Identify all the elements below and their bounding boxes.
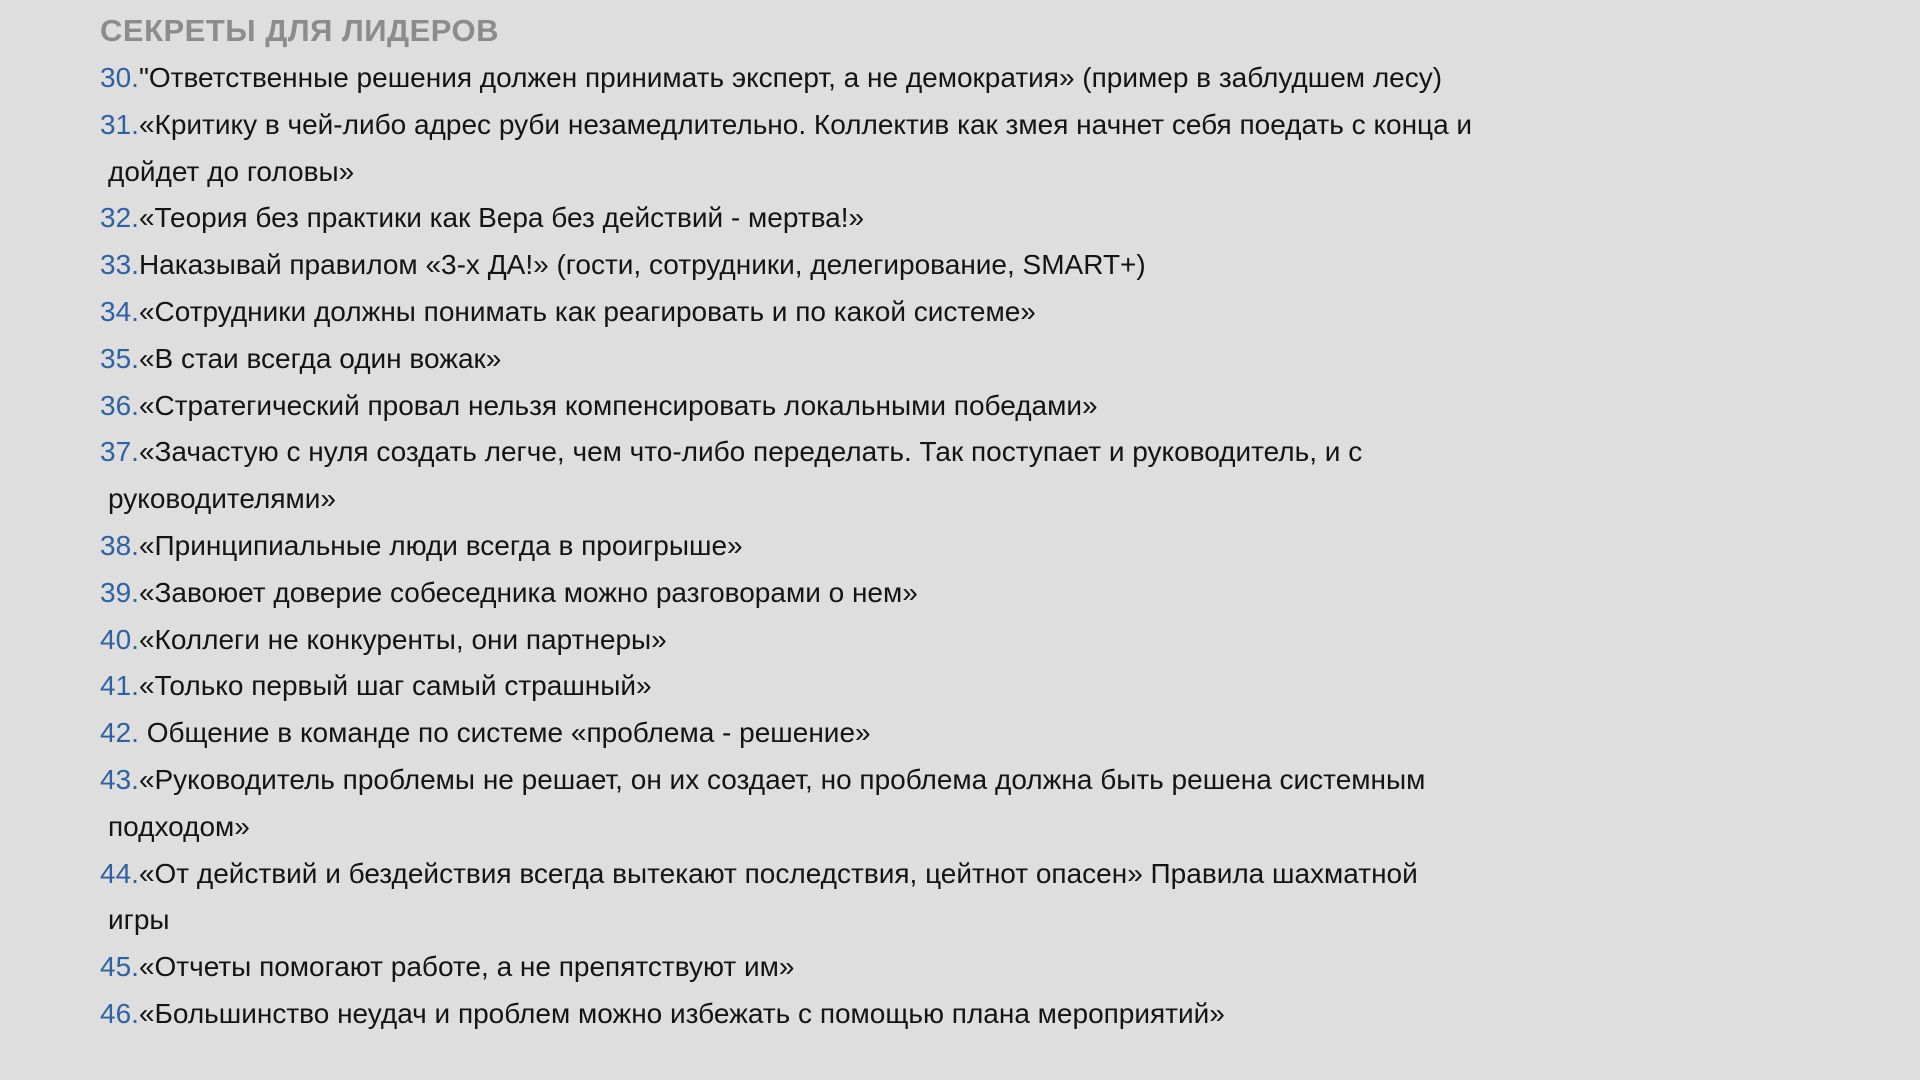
item-line <box>100 289 1600 336</box>
list-item-39 <box>100 570 1600 617</box>
list-item-37 <box>100 429 1600 523</box>
item-text-continuation: руководителями» <box>108 483 337 515</box>
item-number: 35. <box>100 342 139 374</box>
item-text: «Принципиальные люди всегда в проигрыше» <box>138 529 743 561</box>
list-item-40 <box>100 617 1600 664</box>
item-text: «В стаи всегда один вожак» <box>138 342 502 374</box>
item-line <box>100 663 1600 710</box>
list-item-45 <box>100 944 1600 991</box>
item-number: 37. <box>100 436 139 468</box>
item-text: «Критику в чей-либо адрес руби незамедлительно. Коллектив как змея начнет себя поедать с конца и <box>138 108 1473 140</box>
item-number: 40. <box>100 623 139 655</box>
list-item-35 <box>100 336 1600 383</box>
item-text-continuation: подходом» <box>108 810 250 842</box>
item-number: 30. <box>100 62 139 93</box>
item-text-continuation: игры <box>108 904 170 936</box>
item-line <box>100 523 1600 570</box>
item-line <box>100 617 1600 664</box>
item-text: «Отчеты помогают работе, а не препятствуют им» <box>138 951 795 983</box>
item-text: «Завоюет доверие собеседника можно разговорами о нем» <box>138 576 918 608</box>
item-text: «Коллеги не конкуренты, они партнеры» <box>138 623 667 655</box>
item-text-continuation: дойдет до головы» <box>108 155 355 187</box>
item-number: 38. <box>100 529 139 561</box>
item-number: 31. <box>100 108 139 140</box>
item-line <box>100 242 1600 289</box>
item-number: 43. <box>100 763 139 795</box>
item-number: 46. <box>100 997 139 1029</box>
item-number: 42. <box>100 717 139 749</box>
item-line <box>100 102 1600 149</box>
list-item-42 <box>100 710 1600 757</box>
item-text: «От действий и бездействия всегда вытекают последствия, цейтнот опасен» Правила шахматной <box>138 857 1418 889</box>
item-line <box>100 991 1600 1038</box>
item-line <box>100 336 1600 383</box>
list-item-32 <box>100 195 1600 242</box>
list-item-44 <box>100 851 1600 945</box>
item-text: «Теория без практики как Вера без действий - мертва!» <box>138 202 865 234</box>
item-number: 45. <box>100 951 139 983</box>
list-item-38 <box>100 523 1600 570</box>
list-item-46 <box>100 991 1600 1038</box>
item-line <box>100 710 1600 757</box>
item-number: 41. <box>100 670 139 702</box>
item-number: 44. <box>100 857 139 889</box>
item-line <box>100 757 1600 804</box>
item-text: Общение в команде по системе «проблема - решение» <box>138 717 871 749</box>
item-number: 33. <box>100 249 139 281</box>
item-line <box>100 383 1600 430</box>
quote-list <box>100 55 1600 1038</box>
item-number: 34. <box>100 295 139 327</box>
list-item-30 <box>100 55 1600 102</box>
item-text: «Стратегический провал нельзя компенсировать локальными победами» <box>138 389 1098 421</box>
list-item-36 <box>100 383 1600 430</box>
item-text: «Руководитель проблемы не решает, он их создает, но проблема должна быть решена системным <box>138 763 1426 795</box>
item-number: 36. <box>100 389 139 421</box>
item-text: "Ответственные решения должен принимать эксперт, а не демократия» (пример в заблудшем лесу) <box>138 62 1443 93</box>
item-line <box>100 195 1600 242</box>
item-line <box>100 55 1600 102</box>
item-text: «Сотрудники должны понимать как реагировать и по какой системе» <box>138 295 1036 327</box>
list-item-41 <box>100 663 1600 710</box>
item-text: «Только первый шаг самый страшный» <box>138 670 652 702</box>
list-item-33 <box>100 242 1600 289</box>
item-number: 32. <box>100 202 139 234</box>
item-text: Наказывай правилом «3-х ДА!» (гости, сотрудники, делегирование, SMART+) <box>138 249 1146 281</box>
list-item-31 <box>100 102 1600 196</box>
item-line <box>100 570 1600 617</box>
item-number: 39. <box>100 576 139 608</box>
list-item-43 <box>100 757 1600 851</box>
page-title: СЕКРЕТЫ ДЛЯ ЛИДЕРОВ <box>100 13 500 48</box>
item-line <box>100 851 1600 898</box>
item-text: «Зачастую с нуля создать легче, чем что-либо переделать. Так поступает и руководитель, и с <box>138 436 1363 468</box>
item-line <box>100 944 1600 991</box>
item-line <box>100 429 1600 476</box>
list-item-34 <box>100 289 1600 336</box>
item-text: «Большинство неудач и проблем можно избежать с помощью плана мероприятий» <box>138 997 1225 1029</box>
